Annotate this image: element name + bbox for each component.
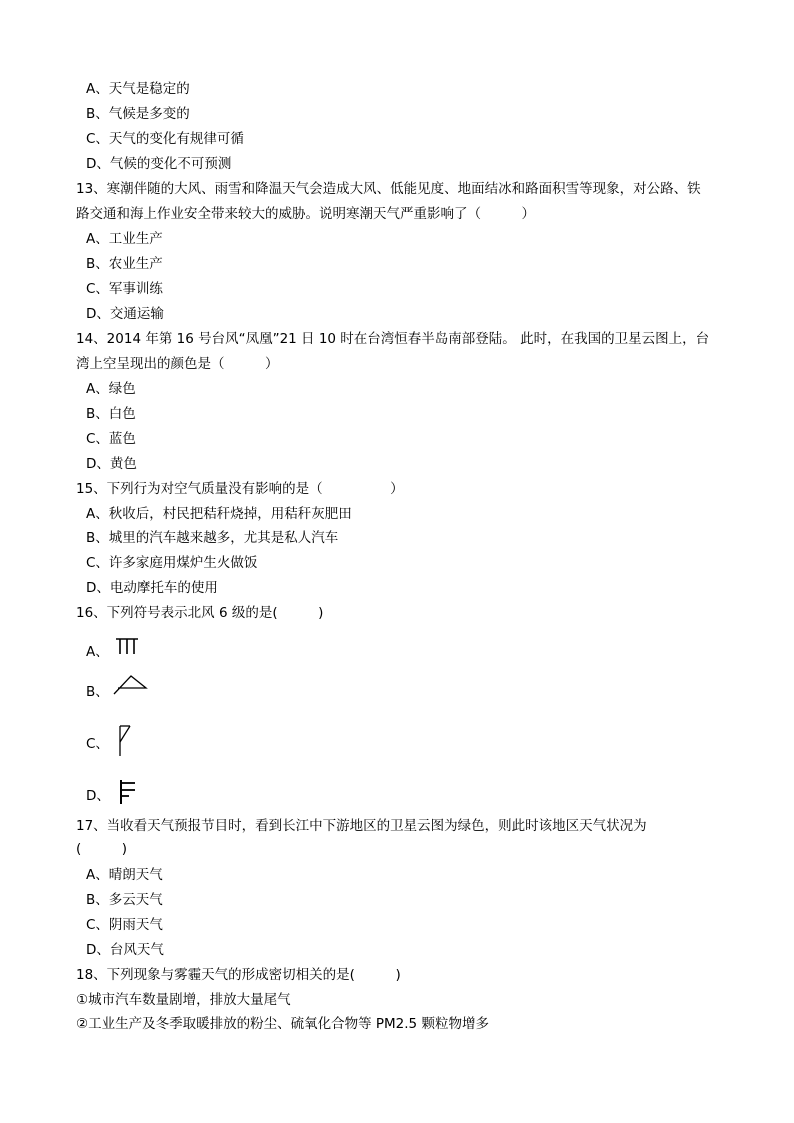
flag-pole-icon	[118, 726, 148, 760]
q16-option-a-label: A、	[86, 644, 109, 660]
q14-option-c: C、蓝色	[86, 431, 136, 447]
q13-option-c: C、军事训练	[86, 281, 163, 297]
q17-stem-line1: 17、当收看天气预报节目时，看到长江中下游地区的卫星云图为绿色，则此时该地区天气状况为	[76, 818, 647, 834]
q16-option-b-label: B、	[86, 684, 109, 700]
q13-stem-line1: 13、寒潮伴随的大风、雨雪和降温天气会造成大风、低能见度、地面结冰和路面积雪等现象，对公路、铁	[76, 181, 701, 197]
q14-stem-line2: 湾上空呈现出的颜色是（ ）	[76, 356, 279, 372]
triangle-flag-icon	[114, 674, 154, 696]
wind-barb-six-icon	[118, 780, 148, 810]
q12-option-c: C、天气的变化有规律可循	[86, 131, 244, 147]
q17-option-d: D、台风天气	[86, 942, 164, 958]
q16-option-d-label: D、	[86, 788, 110, 804]
q17-option-c: C、阴雨天气	[86, 917, 163, 933]
q17-option-a: A、晴朗天气	[86, 867, 163, 883]
q14-option-b: B、白色	[86, 406, 136, 422]
q12-option-b: B、气候是多变的	[86, 106, 190, 122]
wind-barb-icon	[116, 636, 146, 658]
q14-stem-line1: 14、2014 年第 16 号台风“凤凰”21 日 10 时在台湾恒春半岛南部登陆。 此时，在我国的卫星云图上，台	[76, 331, 710, 347]
q18-stem: 18、下列现象与雾霾天气的形成密切相关的是( )	[76, 967, 401, 983]
q13-option-b: B、农业生产	[86, 256, 163, 272]
q13-stem-line2: 路交通和海上作业安全带来较大的威胁。说明寒潮天气严重影响了（ ）	[76, 206, 535, 222]
q18-item-2: ②工业生产及冬季取暖排放的粉尘、硫氧化合物等 PM2.5 颗粒物增多	[76, 1016, 489, 1032]
q15-stem: 15、下列行为对空气质量没有影响的是（ ）	[76, 481, 404, 497]
q16-option-b	[86, 680, 166, 702]
q13-option-d: D、交通运输	[86, 306, 164, 322]
q12-option-d: D、气候的变化不可预测	[86, 156, 232, 172]
q15-option-c: C、许多家庭用煤炉生火做饭	[86, 555, 258, 571]
q16-option-c-label: C、	[86, 736, 109, 752]
q15-option-d: D、电动摩托车的使用	[86, 580, 218, 596]
q16-stem: 16、下列符号表示北风 6 级的是( )	[76, 605, 324, 621]
q14-option-d: D、黄色	[86, 456, 137, 472]
q18-item-1: ①城市汽车数量剧增，排放大量尾气	[76, 992, 291, 1008]
q16-option-c	[86, 732, 166, 754]
q17-stem-line2: ( )	[76, 841, 128, 857]
q15-option-a: A、秋收后，村民把秸秆烧掉，用秸秆灰肥田	[86, 506, 352, 522]
q12-option-a: A、天气是稳定的	[86, 81, 190, 97]
q17-option-b: B、多云天气	[86, 892, 163, 908]
q13-option-a: A、工业生产	[86, 231, 163, 247]
q16-option-a	[86, 638, 166, 660]
q16-option-d	[86, 784, 166, 806]
q14-option-a: A、绿色	[86, 381, 136, 397]
q15-option-b: B、城里的汽车越来越多，尤其是私人汽车	[86, 530, 339, 546]
